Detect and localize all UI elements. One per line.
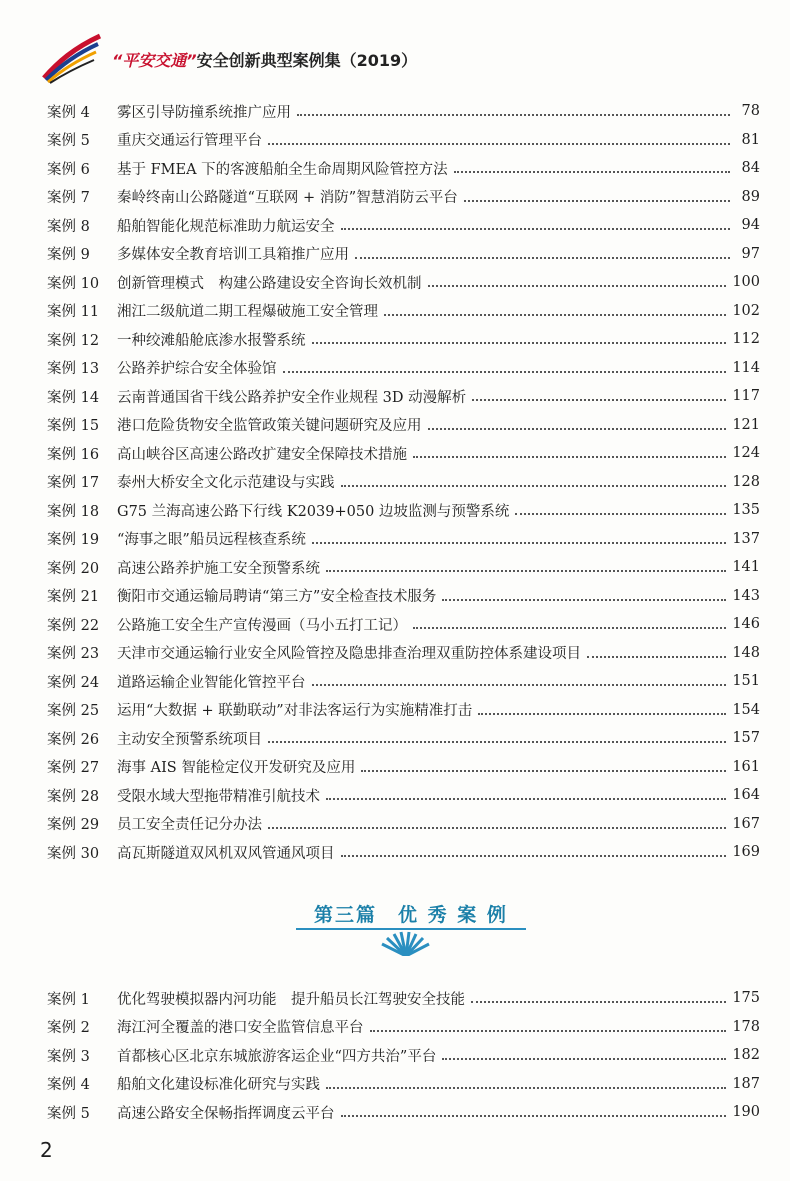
dot-leader	[268, 143, 730, 145]
case-title: “海事之眼”船员远程核查系统	[117, 532, 306, 549]
toc-entry	[47, 984, 760, 1013]
toc-entry	[47, 240, 760, 269]
dot-leader	[312, 342, 727, 344]
case-number: 案例 18	[47, 503, 100, 520]
dot-leader	[355, 257, 730, 259]
dot-leader	[312, 684, 727, 686]
case-page-number: 81	[741, 131, 760, 148]
dot-leader	[464, 200, 730, 202]
case-title: 船舶智能化规范标准助力航运安全	[117, 218, 335, 235]
toc-entry	[47, 582, 760, 611]
case-page-number: 167	[732, 815, 760, 832]
toc-entry	[47, 753, 760, 782]
case-title: 高山峡谷区高速公路改扩建安全保障技术措施	[117, 446, 407, 463]
case-title: 公路养护综合安全体验馆	[117, 361, 277, 378]
case-number: 案例 3	[47, 1048, 90, 1065]
dot-leader	[341, 855, 727, 857]
case-number: 案例 21	[47, 589, 100, 606]
toc-entry	[47, 610, 760, 639]
dot-leader	[413, 627, 726, 629]
logo-icon	[40, 32, 104, 84]
case-number: 案例 20	[47, 560, 100, 577]
case-page-number: 161	[732, 758, 760, 775]
case-number: 案例 22	[47, 617, 100, 634]
case-page-number: 135	[732, 502, 760, 519]
case-title: 高速公路养护施工安全预警系统	[117, 560, 320, 577]
case-page-number: 124	[732, 445, 760, 462]
case-number: 案例 23	[47, 646, 100, 663]
case-number: 案例 9	[47, 247, 90, 264]
case-page-number: 175	[732, 990, 760, 1007]
case-number: 案例 17	[47, 475, 100, 492]
case-title: 雾区引导防撞系统推广应用	[117, 104, 291, 121]
case-title: 泰州大桥安全文化示范建设与实践	[117, 475, 335, 492]
toc-entry	[47, 1041, 760, 1070]
case-number: 案例 13	[47, 361, 100, 378]
dot-leader	[341, 485, 727, 487]
brand-text: “平安交通”	[112, 51, 197, 70]
toc-section-3	[47, 984, 760, 1127]
case-title: 海江河全覆盖的港口安全监管信息平台	[117, 1020, 364, 1037]
case-page-number: 117	[732, 388, 760, 405]
toc-entry	[47, 382, 760, 411]
case-page-number: 151	[732, 673, 760, 690]
case-number: 案例 11	[47, 304, 100, 321]
case-number: 案例 29	[47, 817, 100, 834]
case-number: 案例 4	[47, 104, 90, 121]
toc-entry	[47, 297, 760, 326]
dot-leader	[413, 456, 726, 458]
case-page-number: 141	[732, 559, 760, 576]
dot-leader	[587, 656, 726, 658]
toc-entry	[47, 268, 760, 297]
dot-leader	[428, 285, 727, 287]
case-number: 案例 25	[47, 703, 100, 720]
toc-entry	[47, 724, 760, 753]
case-page-number: 100	[732, 274, 760, 291]
toc-entry	[47, 781, 760, 810]
dot-leader	[428, 428, 727, 430]
case-page-number: 164	[732, 787, 760, 804]
case-page-number: 137	[732, 530, 760, 547]
fan-ornament-icon	[376, 930, 436, 956]
section-heading	[296, 900, 526, 958]
case-title: 道路运输企业智能化管控平台	[117, 674, 306, 691]
case-page-number: 114	[732, 359, 760, 376]
case-page-number: 187	[732, 1075, 760, 1092]
case-page-number: 89	[741, 188, 760, 205]
case-title: 船舶文化建设标准化研究与实践	[117, 1077, 320, 1094]
toc-entry	[47, 496, 760, 525]
case-page-number: 94	[741, 217, 760, 234]
dot-leader	[326, 798, 726, 800]
toc-entry	[47, 696, 760, 725]
case-number: 案例 14	[47, 389, 100, 406]
case-number: 案例 6	[47, 161, 90, 178]
case-title: 重庆交通运行管理平台	[117, 133, 262, 150]
toc-entry	[47, 1013, 760, 1042]
dot-leader	[297, 114, 730, 116]
toc-entry	[47, 97, 760, 126]
case-page-number: 97	[741, 245, 760, 262]
case-title: 首都核心区北京东城旅游客运企业“四方共治”平台	[117, 1048, 437, 1065]
toc-entry	[47, 838, 760, 867]
case-page-number: 84	[741, 160, 760, 177]
toc-entry	[47, 667, 760, 696]
case-title: 主动安全预警系统项目	[117, 731, 262, 748]
case-number: 案例 5	[47, 1105, 90, 1122]
case-title: 秦岭终南山公路隧道“互联网 + 消防”智慧消防云平台	[117, 190, 458, 207]
page-number: 2	[40, 1138, 53, 1162]
dot-leader	[442, 599, 726, 601]
dot-leader	[478, 713, 726, 715]
dot-leader	[361, 770, 726, 772]
case-title: 优化驾驶模拟器内河功能 提升船员长江驾驶安全技能	[117, 991, 465, 1008]
case-page-number: 169	[732, 844, 760, 861]
section-title: 第三篇 优 秀 案 例	[314, 904, 508, 926]
book-title-text: 安全创新典型案例集（2019）	[196, 51, 418, 70]
case-number: 案例 2	[47, 1020, 90, 1037]
case-title: 海事 AIS 智能检定仪开发研究及应用	[117, 760, 356, 777]
toc-entry	[47, 553, 760, 582]
toc-entry	[47, 154, 760, 183]
case-title: 基于 FMEA 下的客渡船舶全生命周期风险管控方法	[117, 161, 448, 178]
case-title: 高速公路安全保畅指挥调度云平台	[117, 1105, 335, 1122]
case-number: 案例 30	[47, 845, 100, 862]
case-title: 受限水域大型拖带精准引航技术	[117, 788, 320, 805]
case-title: 多媒体安全教育培训工具箱推广应用	[117, 247, 349, 264]
case-page-number: 121	[732, 416, 760, 433]
case-title: 一种绞滩船舱底渗水报警系统	[117, 332, 306, 349]
dot-leader	[268, 827, 726, 829]
case-title: 衡阳市交通运输局聘请“第三方”安全检查技术服务	[117, 589, 437, 606]
case-number: 案例 15	[47, 418, 100, 435]
case-page-number: 102	[732, 302, 760, 319]
case-number: 案例 4	[47, 1077, 90, 1094]
case-title: 湘江二级航道二期工程爆破施工安全管理	[117, 304, 378, 321]
case-page-number: 146	[732, 616, 760, 633]
toc-entry	[47, 211, 760, 240]
case-title: 运用“大数据 + 联勤联动”对非法客运行为实施精准打击	[117, 703, 473, 720]
case-page-number: 112	[732, 331, 760, 348]
dot-leader	[341, 228, 731, 230]
toc-entry	[47, 183, 760, 212]
case-number: 案例 16	[47, 446, 100, 463]
toc-entry	[47, 1098, 760, 1127]
case-page-number: 78	[741, 103, 760, 120]
case-number: 案例 27	[47, 760, 100, 777]
case-number: 案例 1	[47, 991, 90, 1008]
case-title: 公路施工安全生产宣传漫画（马小五打工记）	[117, 617, 407, 634]
dot-leader	[268, 741, 726, 743]
case-title: 港口危险货物安全监管政策关键问题研究及应用	[117, 418, 422, 435]
case-page-number: 148	[732, 644, 760, 661]
case-number: 案例 12	[47, 332, 100, 349]
dot-leader	[370, 1030, 727, 1032]
dot-leader	[326, 570, 726, 572]
case-page-number: 143	[732, 587, 760, 604]
case-title: G75 兰海高速公路下行线 K2039+050 边坡监测与预警系统	[117, 503, 510, 520]
toc-entry	[47, 126, 760, 155]
case-title: 天津市交通运输行业安全风险管控及隐患排查治理双重防控体系建设项目	[117, 646, 581, 663]
dot-leader	[471, 1001, 726, 1003]
case-number: 案例 28	[47, 788, 100, 805]
dot-leader	[384, 314, 726, 316]
dot-leader	[454, 171, 730, 173]
dot-leader	[472, 399, 726, 401]
case-title: 员工安全责任记分办法	[117, 817, 262, 834]
dot-leader	[341, 1115, 727, 1117]
case-number: 案例 7	[47, 190, 90, 207]
toc-entry	[47, 439, 760, 468]
case-page-number: 178	[732, 1018, 760, 1035]
case-title: 创新管理模式 构建公路建设安全咨询长效机制	[117, 275, 422, 292]
book-title	[112, 48, 417, 71]
toc-entry	[47, 468, 760, 497]
case-number: 案例 26	[47, 731, 100, 748]
toc-entry	[47, 325, 760, 354]
case-number: 案例 19	[47, 532, 100, 549]
toc-entry	[47, 1070, 760, 1099]
case-number: 案例 10	[47, 275, 100, 292]
dot-leader	[283, 371, 727, 373]
case-page-number: 190	[732, 1104, 760, 1121]
toc-entry	[47, 639, 760, 668]
case-number: 案例 24	[47, 674, 100, 691]
case-page-number: 157	[732, 730, 760, 747]
dot-leader	[442, 1058, 726, 1060]
dot-leader	[312, 542, 726, 544]
case-title: 云南普通国省干线公路养护安全作业规程 3D 动漫解析	[117, 389, 467, 406]
toc-entry	[47, 525, 760, 554]
toc-entry	[47, 354, 760, 383]
dot-leader	[515, 513, 726, 515]
case-title: 高瓦斯隧道双风机双风管通风项目	[117, 845, 335, 862]
toc-section-2	[47, 97, 760, 867]
toc-entry	[47, 411, 760, 440]
case-number: 案例 5	[47, 133, 90, 150]
page-header	[40, 28, 760, 88]
dot-leader	[326, 1087, 726, 1089]
case-page-number: 128	[732, 473, 760, 490]
toc-entry	[47, 810, 760, 839]
case-number: 案例 8	[47, 218, 90, 235]
case-page-number: 182	[732, 1047, 760, 1064]
case-page-number: 154	[732, 701, 760, 718]
